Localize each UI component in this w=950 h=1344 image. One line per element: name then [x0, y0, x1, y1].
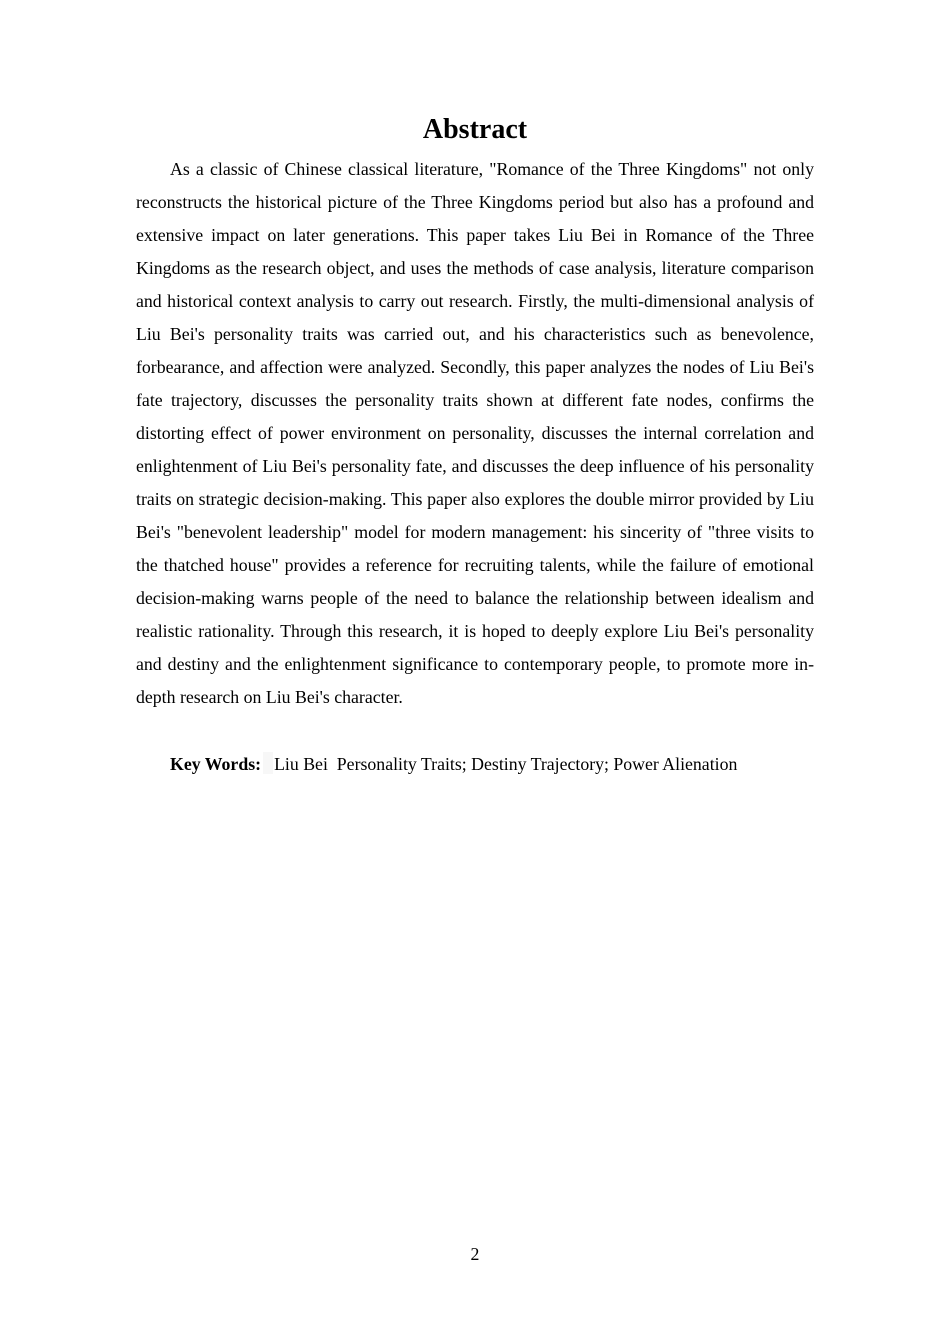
keywords-rest: Personality Traits; Destiny Trajectory; Power Alienation — [336, 754, 738, 774]
keywords-separator — [263, 752, 273, 774]
keywords-label: Key Words: — [170, 754, 262, 774]
keyword-first: Liu Bei — [274, 754, 328, 774]
keywords-line — [170, 748, 830, 781]
abstract-title: Abstract — [422, 114, 528, 145]
page-number: 2 — [470, 1244, 480, 1264]
abstract-body: As a classic of Chinese classical literature, "Romance of the Three Kingdoms" not only reconstructs the historical picture of the Three Kingdoms period but also has a profound and extensive impact on later generations. This paper takes Liu Bei in Romance of the Three Kingdoms as the research object, and uses the methods of case analysis, literature comparison and historical context analysis to carry out research. Firstly, the multi-dimensional analysis of Liu Bei's personality traits was carried out, and his characteristics such as benevolence, forbearance, and affection were analyzed. Secondly, this paper analyzes the nodes of Liu Bei's fate trajectory, discusses the personality traits shown at different fate nodes, confirms the distorting effect of power environment on personality, discusses the internal correlation and enlightenment of Liu Bei's personality fate, and discusses the deep influence of his personality traits on strategic decision-making. This paper also explores the double mirror provided by Liu Bei's "benevolent leadership" model for modern management: his sincerity of "three visits to the thatched house" provides a reference for recruiting talents, while the failure of emotional decision-making warns people of the need to balance the relationship between idealism and realistic rationality. Through this research, it is hoped to deeply explore Liu Bei's personality and destiny and the enlightenment significance to contemporary people, to promote more in-depth research on Liu Bei's character. — [136, 159, 814, 707]
